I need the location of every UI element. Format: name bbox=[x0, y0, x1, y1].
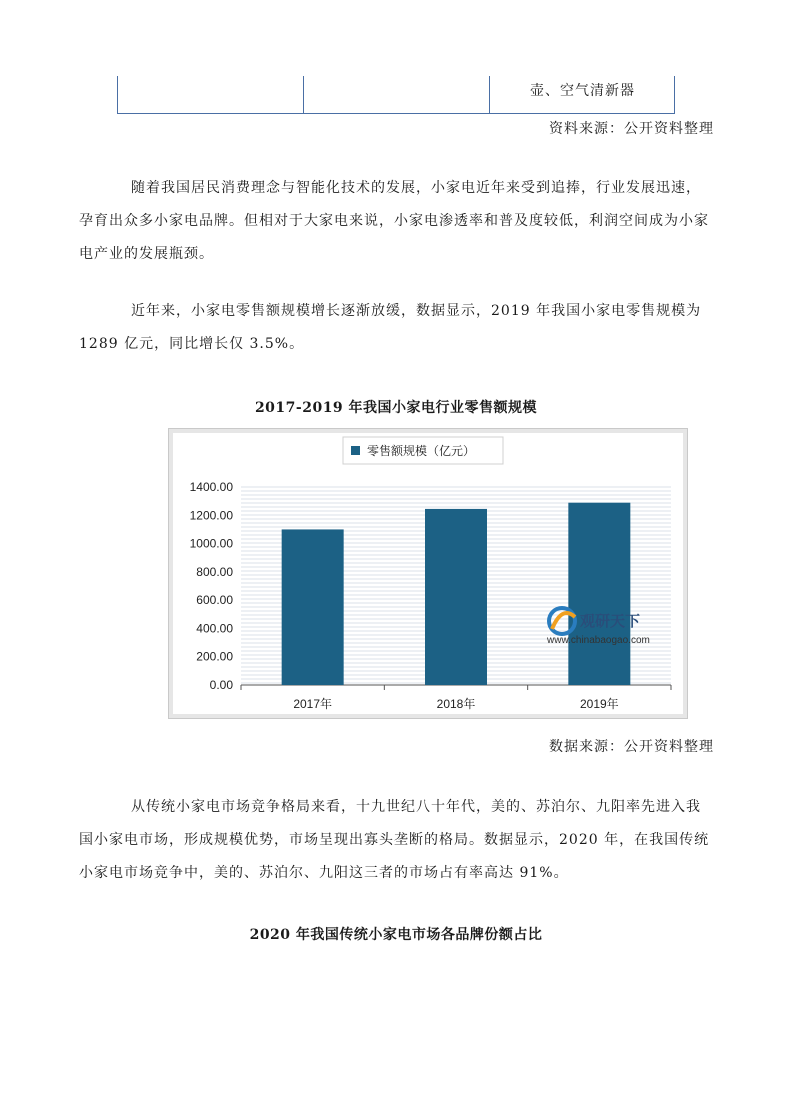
source-note-table: 资料来源：公开资料整理 bbox=[549, 121, 714, 137]
paragraph-3-text: 从传统小家电市场竞争格局来看，十九世纪八十年代，美的、苏泊尔、九阳率先进入我国小家电市场，形成规模优势，市场呈现出寡头垄断的格局。数据显示，2020 年，在我国传统小家电市场竞争中，美的、苏泊尔、九阳这三者的市场占有率高达 91%。 bbox=[79, 799, 710, 881]
x-axis-ticks bbox=[241, 685, 671, 711]
bar-chart bbox=[169, 429, 687, 718]
y-axis-ticks bbox=[190, 480, 234, 692]
legend-swatch bbox=[351, 446, 360, 455]
x-tick-label: 2019年 bbox=[579, 697, 619, 711]
watermark-url: www.chinabaogao.com bbox=[547, 635, 650, 646]
y-tick-label: 200.00 bbox=[196, 649, 233, 664]
y-tick-label: 800.00 bbox=[196, 564, 233, 579]
figure-2-title: 2020 年我国传统小家电市场各品牌份额占比 bbox=[249, 927, 543, 943]
paragraph-1-text: 随着我国居民消费理念与智能化技术的发展，小家电近年来受到追捧，行业发展迅速，孕育出众多小家电品牌。但相对于大家电来说，小家电渗透率和普及度较低，利润空间成为小家电产业的发展瓶颈。 bbox=[79, 180, 709, 262]
table-fragment bbox=[117, 76, 675, 114]
bar-chart-frame bbox=[168, 428, 688, 719]
paragraph-3 bbox=[79, 791, 715, 890]
bar-2019年 bbox=[568, 503, 630, 685]
paragraph-1 bbox=[79, 172, 715, 271]
x-tick-label: 2017年 bbox=[293, 697, 333, 711]
y-tick-label: 0.00 bbox=[209, 678, 233, 692]
bar-2018年 bbox=[425, 509, 487, 685]
table-cell-text: 壶、空气清新器 bbox=[530, 83, 635, 99]
y-tick-label: 1400.00 bbox=[189, 480, 233, 494]
y-tick-label: 400.00 bbox=[196, 621, 233, 636]
table-border-bottom bbox=[117, 113, 675, 114]
chart-bars bbox=[282, 503, 631, 685]
table-border-col1 bbox=[303, 76, 304, 114]
y-tick-label: 600.00 bbox=[196, 593, 233, 608]
watermark-brand: 观研天下 bbox=[580, 612, 641, 630]
bar-2017年 bbox=[282, 529, 344, 685]
y-tick-label: 1000.00 bbox=[189, 536, 233, 551]
figure-1-title: 2017-2019 年我国小家电行业零售额规模 bbox=[254, 400, 538, 416]
paragraph-2-text: 近年来，小家电零售额规模增长逐渐放缓，数据显示，2019 年我国小家电零售规模为 1289 亿元，同比增长仅 3.5%。 bbox=[79, 303, 702, 352]
x-tick-label: 2018年 bbox=[436, 697, 476, 711]
table-border-left bbox=[117, 76, 118, 114]
paragraph-2 bbox=[79, 295, 715, 361]
legend-label: 零售额规模（亿元） bbox=[367, 444, 476, 458]
source-note-chart: 数据来源：公开资料整理 bbox=[549, 739, 714, 755]
y-tick-label: 1200.00 bbox=[189, 508, 233, 523]
